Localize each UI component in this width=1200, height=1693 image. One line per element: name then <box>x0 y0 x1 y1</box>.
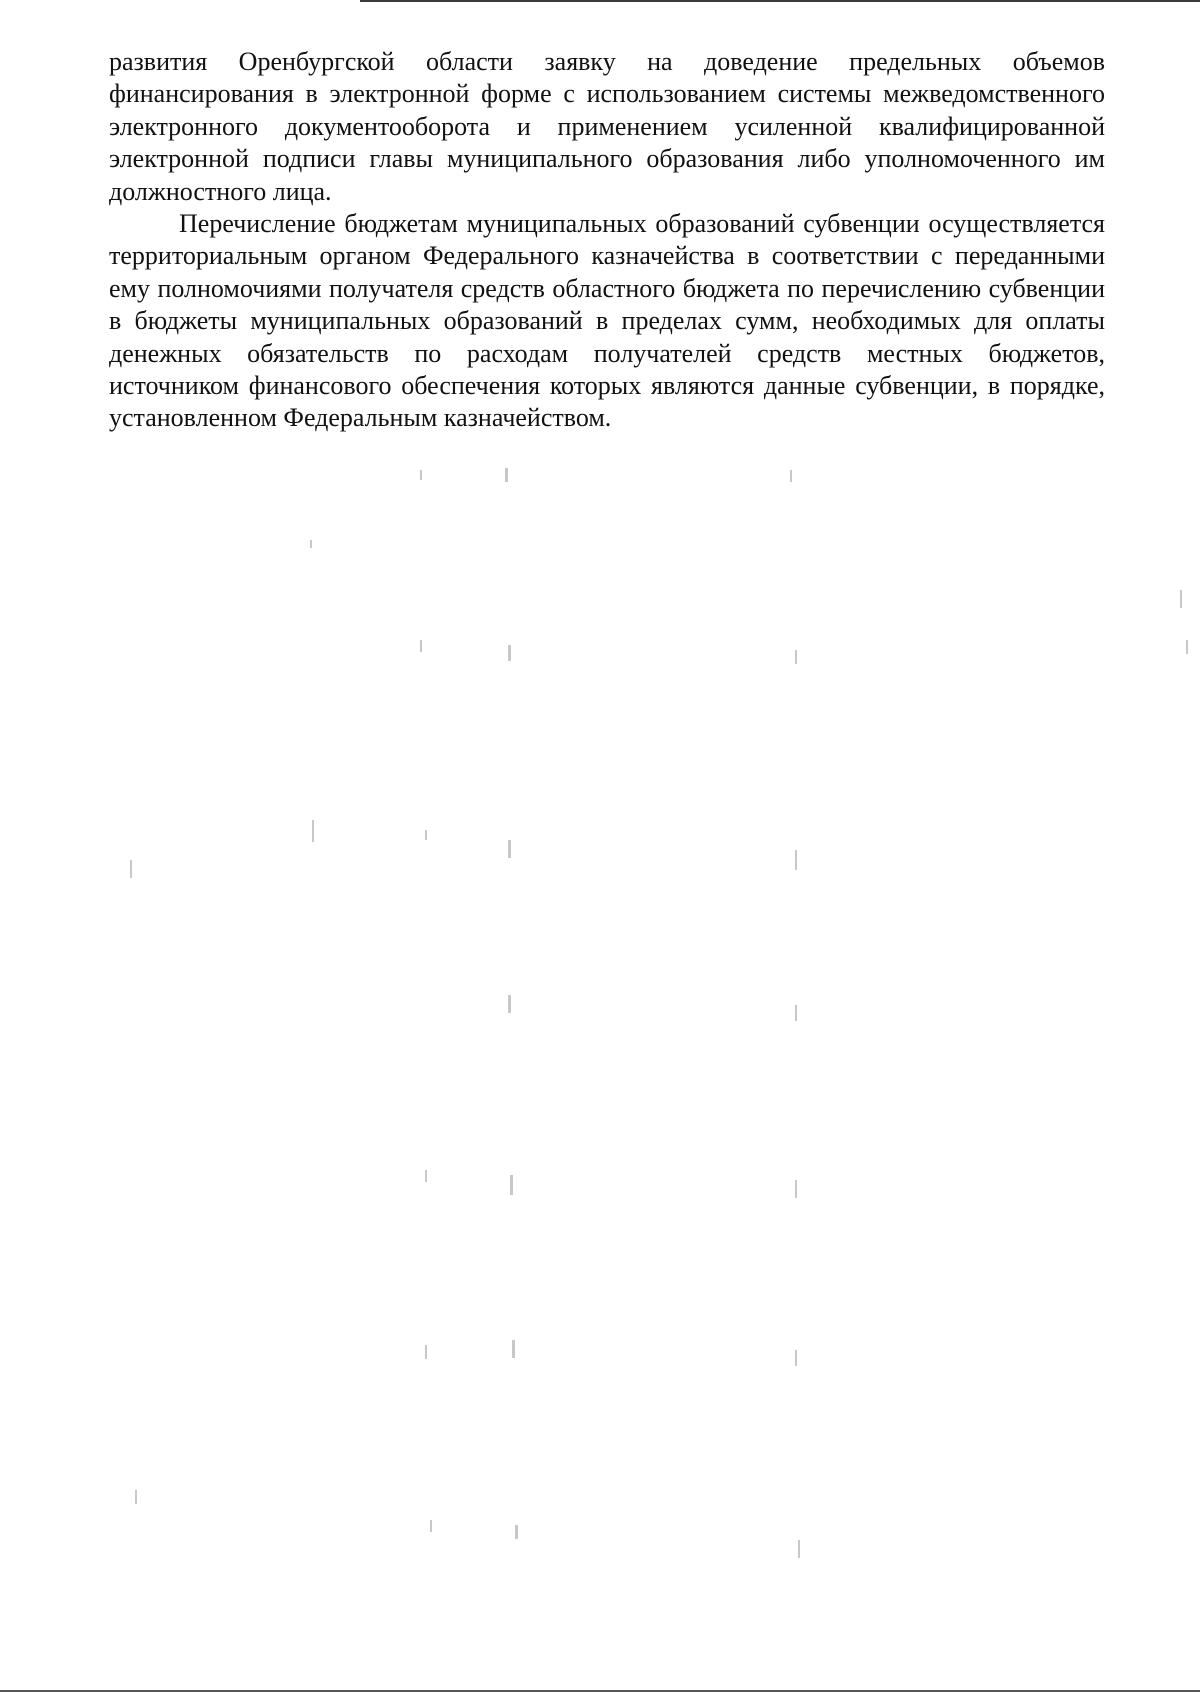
scan-edge-top <box>360 0 1200 2</box>
paragraph-subvention-transfer: Перечисление бюджетам муниципальных образований субвенции осуществляется территориальным органом Федерального казначейства в соответствии с переданными ему полномочиями получателя средств областного бюджета по перечислению субвенции в бюджеты муниципальных образований в пределах сумм, необходимых для оплаты денежных обязательств по расходам получателей средств местных бюджетов, источником финансового обеспечения которых являются данные субвенции, в порядке, установленном Федеральным казначейством. <box>109 209 1105 433</box>
scan-edge-bottom <box>0 1690 1200 1692</box>
paragraph-financing-request: развития Оренбургской области заявку на доведение предельных объемов финансирования в электронной форме с использованием системы межведомственного электронного документооборота и применением усиленной квалифицированной электронной подписи главы муниципального образования либо уполномоченного им должностного лица. <box>109 47 1105 206</box>
document-body <box>109 46 1105 435</box>
